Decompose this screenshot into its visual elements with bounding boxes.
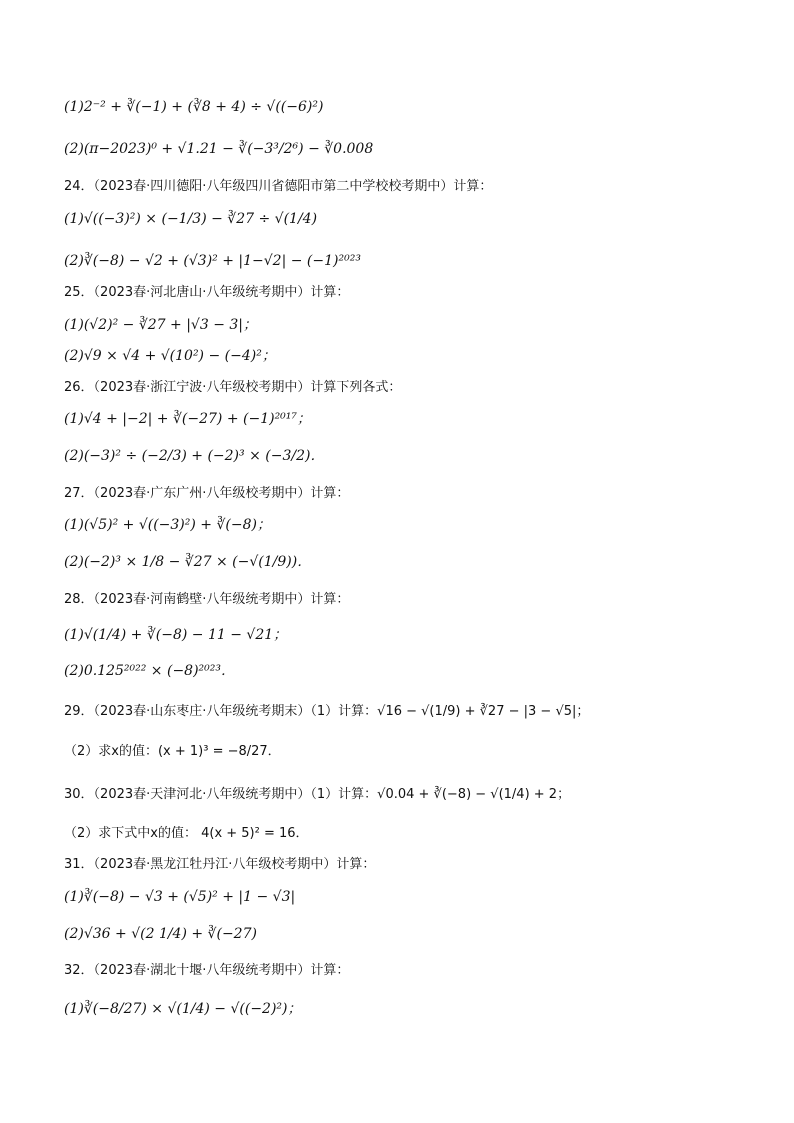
problem-30-part-2: （2）求下式中x的值： 4(x + 5)² = 16．: [64, 826, 309, 841]
problem-31-heading: 31．（2023春·黑龙江牡丹江·八年级校考期中）计算：: [64, 857, 376, 872]
problem-30-part-1: 30．（2023春·天津河北·八年级统考期中）（1）计算：√0.04 + ∛(−8) − √(1/4) + 2；: [64, 787, 571, 802]
problem-25-part-2: (2)√9 × √4 + √(10²) − (−4)²；: [64, 348, 276, 364]
problem-29-part-2: （2）求x的值：(x + 1)³ = −8/27．: [64, 744, 281, 759]
problem-27-part-1: (1)(√5)² + √((−3)²) + ∛(−8)；: [64, 517, 271, 533]
problem-25-part-1: (1)(√2)² − ∛27 + |√3 − 3|；: [64, 317, 257, 333]
problem-27-heading: 27．（2023春·广东广州·八年级校考期中）计算：: [64, 486, 350, 501]
problem-25-heading: 25．（2023春·河北唐山·八年级统考期中）计算：: [64, 285, 350, 300]
problem-28-part-2: (2)0.125²⁰²² × (−8)²⁰²³．: [64, 663, 236, 679]
problem-23-part-2: (2)(π−2023)⁰ + √1.21 − ∛(−3³/2⁶) − ∛0.008: [64, 141, 374, 157]
problem-23-part-1: (1)2⁻² + ∛(−1) + (∛8 + 4) ÷ √((−6)²): [64, 99, 324, 115]
problem-32-part-1: (1)∛(−8/27) × √(1/4) − √((−2)²)；: [64, 1001, 302, 1017]
problem-31-part-1: (1)∛(−8) − √3 + (√5)² + |1 − √3|: [64, 889, 296, 905]
problem-28-heading: 28．（2023春·河南鹤壁·八年级统考期中）计算：: [64, 592, 350, 607]
problem-32-heading: 32．（2023春·湖北十堰·八年级统考期中）计算：: [64, 963, 350, 978]
problem-26-part-2: (2)(−3)² ÷ (−2/3) + (−2)³ × (−3/2)．: [64, 448, 325, 464]
problem-24-part-2: (2)∛(−8) − √2 + (√3)² + |1−√2| − (−1)²⁰²³: [64, 253, 361, 269]
problem-27-part-2: (2)(−2)³ × 1/8 − ∛27 × (−√(1/9))．: [64, 554, 312, 570]
problem-31-part-2: (2)√36 + √(2 1/4) + ∛(−27): [64, 926, 257, 942]
problem-24-heading: 24．（2023春·四川德阳·八年级四川省德阳市第二中学校校考期中）计算：: [64, 179, 493, 194]
problem-29-part-1: 29．（2023春·山东枣庄·八年级统考期末）（1）计算：√16 − √(1/9) + ∛27 − |3 − √5|；: [64, 704, 590, 719]
problem-28-part-1: (1)√(1/4) + ∛(−8) − 11 − √21；: [64, 627, 288, 643]
problem-26-part-1: (1)√4 + |−2| + ∛(−27) + (−1)²⁰¹⁷；: [64, 411, 312, 427]
problem-24-part-1: (1)√((−3)²) × (−1/3) − ∛27 ÷ √(1/4): [64, 211, 318, 227]
problem-26-heading: 26．（2023春·浙江宁波·八年级校考期中）计算下列各式：: [64, 380, 402, 395]
